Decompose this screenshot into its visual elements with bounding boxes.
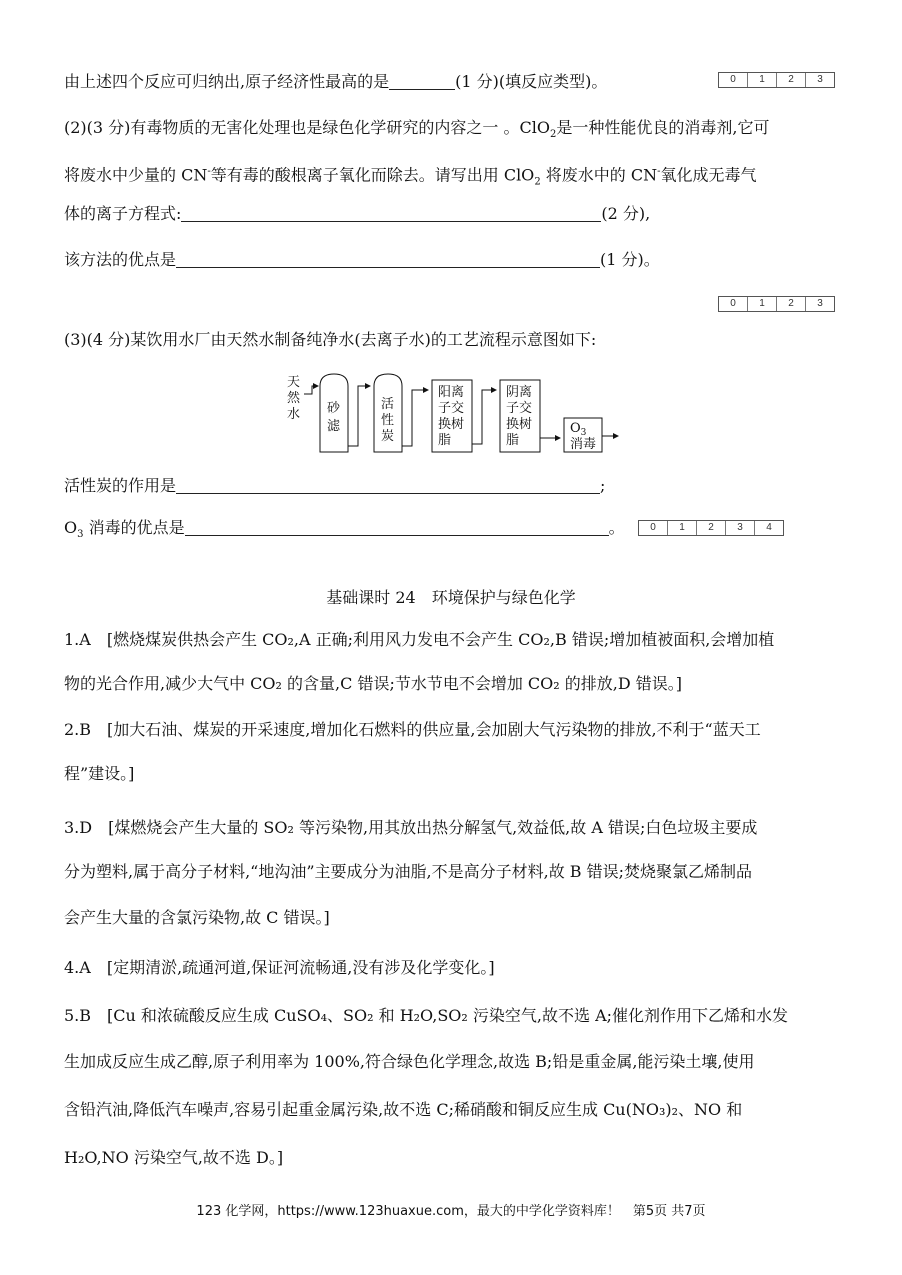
page-footer: 123 化学网，https://www.123huaxue.com，最大的中学化学资料库！ 第5页 共7页 <box>196 1204 706 1219</box>
ozone-formula: $O_3$ <box>570 421 587 438</box>
answer-blank[interactable] <box>389 73 455 90</box>
anion-label: 阴离 <box>506 385 533 400</box>
sand-filter-label: 滤 <box>327 419 341 434</box>
score-box[interactable]: 0 1 2 3 4 <box>638 520 784 536</box>
sand-filter-label: 砂 <box>327 401 341 416</box>
anion-label: 脂 <box>506 433 520 448</box>
source-char: 然 <box>287 391 301 406</box>
ozone-advantage-blank[interactable] <box>185 519 609 536</box>
carbon-label: 活 <box>381 397 395 412</box>
flow-arrow <box>472 390 496 444</box>
cation-label: 子交 <box>438 401 465 416</box>
answer-line: 程”建设。] <box>64 764 135 783</box>
anion-label: 换树 <box>506 417 533 432</box>
flow-arrow <box>348 386 370 446</box>
answer-line: 2.B [加大石油、煤炭的开采速度,增加化石燃料的供应量,会加剧大气污染物的排放,不利于“蓝天工 <box>64 720 761 739</box>
section-heading: 基础课时 24 环境保护与绿色化学 <box>326 588 576 607</box>
carbon-label: 性 <box>381 413 395 428</box>
source-char: 水 <box>287 407 301 422</box>
flow-arrow <box>304 386 318 394</box>
answer-line: 生加成反应生成乙醇,原子利用率为 100%,符合绿色化学理念,故选 B;铅是重金属,能污染土壤,使用 <box>64 1052 755 1071</box>
answer-line: 物的光合作用,减少大气中 CO₂ 的含量,C 错误;节水节电不会增加 CO₂ 的排放,D 错误。] <box>64 674 683 693</box>
answer-line: 会产生大量的含氯污染物,故 C 错误。] <box>64 908 330 927</box>
answer-line: 分为塑料,属于高分子材料,“地沟油”主要成分为油脂,不是高分子材料,故 B 错误;焚烧聚氯乙烯制品 <box>64 862 753 881</box>
ozone-label: 消毒 <box>570 437 597 452</box>
carbon-role-blank[interactable] <box>176 477 600 494</box>
question-3-line-3: $O_3$ 消毒的优点是 。 <box>64 518 625 540</box>
answer-line: 1.A [燃烧煤炭供热会产生 CO₂,A 正确;利用风力发电不会产生 CO₂,B 错误;增加植被面积,会增加植 <box>64 630 775 649</box>
answer-line: 4.A [定期清淤,疏通河道,保证河流畅通,没有涉及化学变化。] <box>64 958 495 977</box>
flow-arrow <box>402 390 428 446</box>
advantage-blank[interactable] <box>176 251 600 268</box>
process-flow-diagram <box>282 372 622 454</box>
score-box[interactable]: 0 1 2 3 <box>718 296 835 312</box>
score-box[interactable]: 0 1 2 3 <box>718 72 835 88</box>
ionic-equation-blank[interactable] <box>181 205 601 222</box>
cation-label: 脂 <box>438 433 452 448</box>
question-3-line-1: (3)(4 分)某饮用水厂由天然水制备纯净水(去离子水)的工艺流程示意图如下: <box>64 330 597 349</box>
question-line: 由上述四个反应可归纳出,原子经济性最高的是 (1 分)(填反应类型)。 <box>64 72 608 91</box>
source-char: 天 <box>287 375 301 390</box>
answer-line: 5.B [Cu 和浓硫酸反应生成 CuSO₄、SO₂ 和 H₂O,SO₂ 污染空气,故不选 A;催化剂作用下乙烯和水发 <box>64 1006 789 1025</box>
question-2-line-3: 体的离子方程式: (2 分), <box>64 204 651 223</box>
question-3-line-2: 活性炭的作用是 ; <box>64 476 606 495</box>
answer-line: 含铅汽油,降低汽车噪声,容易引起重金属污染,故不选 C;稀硝酸和铜反应生成 Cu(NO₃)₂、NO 和 <box>64 1100 743 1119</box>
answer-line: 3.D [煤燃烧会产生大量的 SO₂ 等污染物,用其放出热分解氢气,效益低,故 A 错误;白色垃圾主要成 <box>64 818 758 837</box>
anion-label: 子交 <box>506 401 533 416</box>
question-2-line-2: 将废水中少量的 CN-等有毒的酸根离子氧化而除去。请写出用 ClO$_2$ 将废水中的 CN-氧化成无毒气 <box>64 165 757 188</box>
question-2-line-4: 该方法的优点是 (1 分)。 <box>64 250 660 269</box>
carbon-label: 炭 <box>381 429 395 444</box>
cation-label: 阳离 <box>438 385 465 400</box>
answer-line: H₂O,NO 污染空气,故不选 D。] <box>64 1148 284 1167</box>
question-2-line-1: (2)(3 分)有毒物质的无害化处理也是绿色化学研究的内容之一 。ClO$_2$是一种性能优良的消毒剂,它可 <box>64 118 770 140</box>
cation-label: 换树 <box>438 417 465 432</box>
